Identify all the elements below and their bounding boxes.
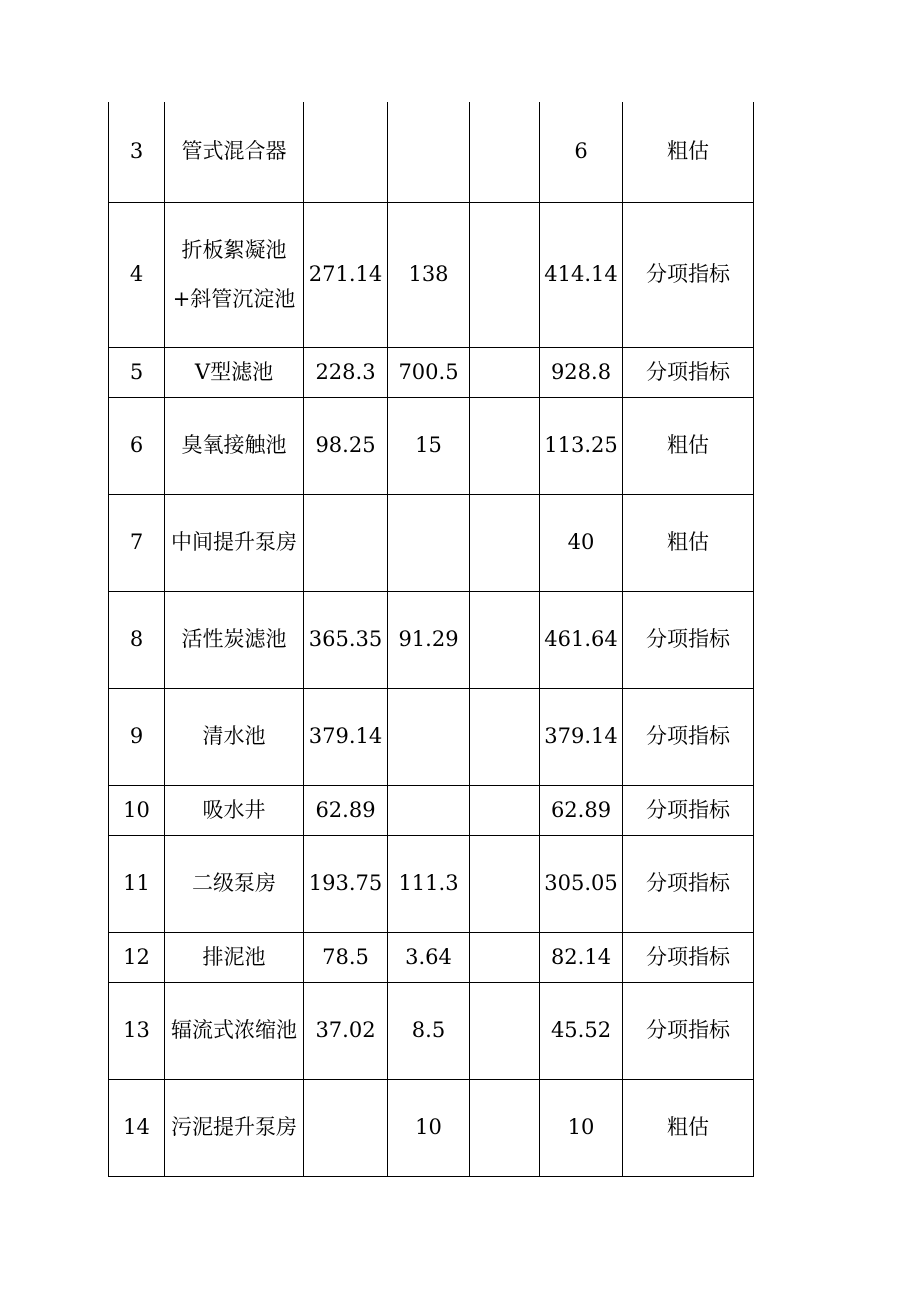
table-row <box>109 688 754 785</box>
cell-item-name-text: 臭氧接触池 <box>181 433 287 457</box>
cell-value-1-text: 365.35 <box>308 627 383 651</box>
cell-item-name-text: 吸水井 <box>202 797 266 822</box>
cell-value-1 <box>304 932 388 982</box>
cell-note <box>623 347 754 397</box>
cell-item-number-text: 12 <box>123 944 150 969</box>
cell-note <box>623 835 754 932</box>
cell-note-text: 分项指标 <box>646 262 730 286</box>
cell-value-1 <box>304 835 388 932</box>
cell-value-2 <box>388 202 470 347</box>
cell-value-1 <box>304 1079 388 1176</box>
cell-note-text: 分项指标 <box>646 797 730 822</box>
cell-total-text: 45.52 <box>550 1018 612 1042</box>
cell-value-2 <box>388 1079 470 1176</box>
cell-total-text: 305.05 <box>544 871 618 895</box>
table-row <box>109 347 754 397</box>
cell-value-3 <box>470 347 540 397</box>
cell-note <box>623 688 754 785</box>
cell-item-name <box>165 494 304 591</box>
cell-value-2 <box>388 835 470 932</box>
cell-item-number <box>109 591 165 688</box>
cell-item-name <box>165 102 304 202</box>
cell-note <box>623 397 754 494</box>
cell-note <box>623 1079 754 1176</box>
cell-value-2-text: 3.64 <box>405 944 452 969</box>
cell-item-number-text: 7 <box>129 530 144 554</box>
cell-value-1 <box>304 591 388 688</box>
cell-item-number-text: 6 <box>129 433 144 457</box>
cell-total-text: 82.14 <box>550 944 612 969</box>
cell-note <box>623 785 754 835</box>
cell-item-number-text: 11 <box>123 871 150 895</box>
cell-total-text: 461.64 <box>544 627 618 651</box>
cell-item-name <box>165 347 304 397</box>
cell-item-number-text: 5 <box>129 359 144 384</box>
cell-total-text: 62.89 <box>550 797 612 822</box>
cell-value-2-text: 8.5 <box>411 1018 446 1042</box>
cell-value-2-text: 10 <box>415 1115 442 1139</box>
cell-item-name-text: 排泥池 <box>202 944 266 969</box>
cell-total <box>540 982 623 1079</box>
cell-value-2-text: 700.5 <box>398 359 459 384</box>
cell-item-number <box>109 347 165 397</box>
cell-total <box>540 494 623 591</box>
cell-value-1 <box>304 347 388 397</box>
cell-item-name-text: 辐流式浓缩池 <box>171 1018 297 1042</box>
cell-value-1-text: 228.3 <box>315 359 376 384</box>
cell-note <box>623 202 754 347</box>
cell-item-number-text: 8 <box>129 627 144 651</box>
table-row <box>109 835 754 932</box>
cell-item-name <box>165 397 304 494</box>
table-row <box>109 785 754 835</box>
cell-total <box>540 688 623 785</box>
cell-value-2 <box>388 591 470 688</box>
cell-value-2-text: 111.3 <box>398 871 459 895</box>
cell-total-text: 379.14 <box>544 724 618 748</box>
cell-total-text: 928.8 <box>550 359 612 384</box>
cell-note-text: 粗估 <box>667 1115 709 1139</box>
cell-item-name <box>165 688 304 785</box>
cell-value-3 <box>470 1079 540 1176</box>
cell-item-number <box>109 835 165 932</box>
table-row <box>109 397 754 494</box>
table-row <box>109 982 754 1079</box>
cell-item-name <box>165 591 304 688</box>
cell-item-number <box>109 1079 165 1176</box>
cell-item-name <box>165 785 304 835</box>
cell-total-text: 10 <box>567 1115 595 1139</box>
cell-value-1 <box>304 102 388 202</box>
cell-value-3 <box>470 688 540 785</box>
cell-item-number <box>109 102 165 202</box>
cell-value-2 <box>388 688 470 785</box>
cell-item-name-text: V型滤池 <box>194 359 274 384</box>
cell-item-name-text: 二级泵房 <box>192 871 276 895</box>
cell-value-1-text: 193.75 <box>308 871 383 895</box>
cell-note-text: 粗估 <box>667 433 709 457</box>
cell-item-name <box>165 835 304 932</box>
cell-item-name-text: 折板絮凝池+斜管沉淀池 <box>172 237 296 311</box>
cell-note-text: 分项指标 <box>646 359 730 384</box>
cell-note-text: 粗估 <box>667 530 709 554</box>
cell-value-1-text: 37.02 <box>315 1018 376 1042</box>
cell-value-1 <box>304 202 388 347</box>
cell-item-number-text: 3 <box>129 139 144 164</box>
cell-note <box>623 982 754 1079</box>
cell-value-1 <box>304 785 388 835</box>
cell-value-3 <box>470 982 540 1079</box>
estimate-table <box>108 102 754 1177</box>
cell-total <box>540 1079 623 1176</box>
cell-value-2 <box>388 932 470 982</box>
cell-value-3 <box>470 202 540 347</box>
cell-value-3 <box>470 494 540 591</box>
cell-total-text: 40 <box>567 530 595 554</box>
cell-item-name-text: 中间提升泵房 <box>171 530 297 554</box>
table-body <box>109 102 754 1176</box>
cell-value-3 <box>470 591 540 688</box>
cell-note-text: 分项指标 <box>646 1018 730 1042</box>
cell-value-1 <box>304 982 388 1079</box>
cell-note <box>623 102 754 202</box>
cell-item-number-text: 13 <box>123 1018 150 1042</box>
cell-value-2-text: 91.29 <box>398 627 459 651</box>
cell-note-text: 分项指标 <box>646 871 730 895</box>
cell-value-1 <box>304 494 388 591</box>
cell-note-text: 粗估 <box>667 139 709 164</box>
table-row <box>109 591 754 688</box>
cell-value-2 <box>388 102 470 202</box>
cell-item-number <box>109 982 165 1079</box>
cell-item-number <box>109 785 165 835</box>
cell-value-3 <box>470 397 540 494</box>
cell-note <box>623 932 754 982</box>
cell-item-number <box>109 688 165 785</box>
cell-total <box>540 397 623 494</box>
cell-item-name-text: 活性炭滤池 <box>181 627 287 651</box>
cell-value-1-text: 98.25 <box>315 433 376 457</box>
cell-note <box>623 591 754 688</box>
cell-total <box>540 932 623 982</box>
cell-value-2 <box>388 982 470 1079</box>
cell-value-1-text: 78.5 <box>322 944 369 969</box>
cell-value-3 <box>470 932 540 982</box>
cell-value-3 <box>470 835 540 932</box>
cell-total <box>540 785 623 835</box>
cell-total <box>540 835 623 932</box>
table-row <box>109 1079 754 1176</box>
cell-item-name-text: 污泥提升泵房 <box>171 1115 297 1139</box>
cell-total-text: 414.14 <box>544 262 618 286</box>
cell-value-2 <box>388 494 470 591</box>
cell-item-number <box>109 397 165 494</box>
cell-value-1 <box>304 397 388 494</box>
cell-item-name <box>165 932 304 982</box>
table-row <box>109 932 754 982</box>
table-row <box>109 102 754 202</box>
cell-note <box>623 494 754 591</box>
cell-item-name-text: 清水池 <box>202 724 266 748</box>
cell-value-2 <box>388 347 470 397</box>
cell-total <box>540 347 623 397</box>
cell-total <box>540 102 623 202</box>
cell-value-2-text: 15 <box>415 433 442 457</box>
cell-value-2 <box>388 785 470 835</box>
cell-value-1-text: 379.14 <box>308 724 383 748</box>
cell-item-number <box>109 932 165 982</box>
cell-item-name <box>165 982 304 1079</box>
cell-item-number-text: 10 <box>123 797 150 822</box>
cell-item-name-text: 管式混合器 <box>181 139 287 164</box>
cell-total <box>540 591 623 688</box>
cell-total-text: 113.25 <box>544 433 618 457</box>
cell-item-number <box>109 202 165 347</box>
table-row <box>109 202 754 347</box>
cell-item-name <box>165 202 304 347</box>
cell-value-1-text: 62.89 <box>315 797 376 822</box>
cell-total <box>540 202 623 347</box>
cell-item-number-text: 14 <box>123 1115 150 1139</box>
cell-value-3 <box>470 785 540 835</box>
cell-value-3 <box>470 102 540 202</box>
cell-note-text: 分项指标 <box>646 724 730 748</box>
table-row <box>109 494 754 591</box>
cell-item-number-text: 9 <box>129 724 144 748</box>
cell-note-text: 分项指标 <box>646 944 730 969</box>
cell-value-2-text: 138 <box>408 262 449 286</box>
cell-total-text: 6 <box>574 139 588 164</box>
cell-value-1 <box>304 688 388 785</box>
cell-item-number <box>109 494 165 591</box>
cell-item-number-text: 4 <box>129 262 144 286</box>
cell-value-2 <box>388 397 470 494</box>
cell-item-name <box>165 1079 304 1176</box>
cell-value-1-text: 271.14 <box>308 262 383 286</box>
cell-note-text: 分项指标 <box>646 627 730 651</box>
